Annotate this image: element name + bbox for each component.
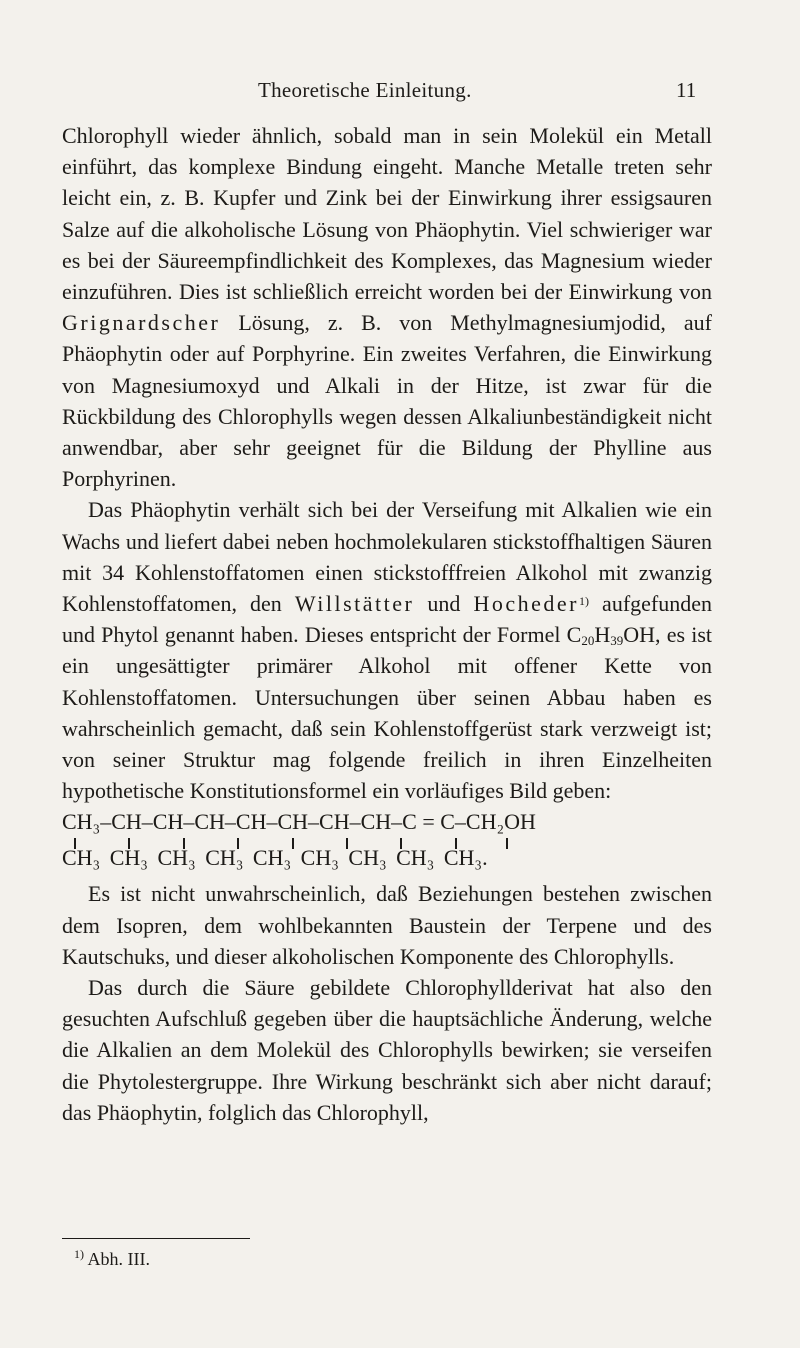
header-title: Theoretische Einleitung. <box>258 78 472 102</box>
paragraph-1-text-b: Lösung, z. B. von Methylmagnesiumjodid, auf Phäophytin oder auf Porphyrine. Ein zweites Verfahren, die Einwirkung von Magnesiumoxyd und Alkali in der Hitze, ist zwar für die Rückbildung des Chlorophylls wegen dessen Alkaliunbeständigkeit nicht anwendbar, aber sehr geeignet für die Bildung der Phylline aus Porphyrinen. <box>62 310 712 492</box>
bond-line <box>506 838 508 849</box>
paragraph-2-and: und <box>414 591 474 617</box>
footnote-divider <box>62 1238 250 1239</box>
paragraph-2-text-c: , es ist ein ungesättigter primärer Alkohol mit offener Kette von Kohlenstoffatomen. Untersuchungen über seinen Abbau haben es wahrscheinlich gemacht, daß sein Kohlenstoffgerüst stark verzweigt ist; von seiner Struktur mag folgende freilich in ihren Einzelheiten hypothetische Konstitutionsformel ein vorläufiges Bild geben: <box>62 622 712 804</box>
main-text <box>62 120 712 1128</box>
formula-main-chain: CH₃–CH–CH–CH–CH–CH–CH–CH–C = C–CH₂OH <box>62 809 536 835</box>
formula-oh: OH <box>623 622 656 648</box>
name-willstaetter: Willstätter <box>294 591 415 617</box>
paragraph-4: Das durch die Säure gebildete Chlorophyllderivat hat also den gesuchten Aufschluß gegeben über die hauptsächliche Änderung, welche die Alkalien an dem Molekül des Chlorophylls bewirken; sie verseifen die Phytolestergruppe. Ihre Wirkung beschränkt sich aber nicht darauf; das Phäophytin, folglich das Chlorophyll, <box>62 975 712 1125</box>
paragraph-2-text-b: aufgefunden und Phytol genannt haben. Dieses entspricht der Formel <box>62 591 712 648</box>
paragraph-1 <box>62 120 712 494</box>
name-hocheder: Hocheder <box>473 591 579 617</box>
footnote-mark: 1) <box>74 1247 84 1261</box>
formula-h: H <box>594 622 611 648</box>
formula-h-sub: 39 <box>610 633 624 649</box>
formula-c-sub: 20 <box>581 633 595 649</box>
paragraph-1-text-a: Chlorophyll wieder ähnlich, sobald man in sein Molekül ein Metall einführt, das komplexe Bindung eingeht. Manche Metalle treten sehr leicht ein, z. B. Kupfer und Zink bei der Einwirkung ihrer essigsauren Salze auf die alkoholische Lösung von Phäophytin. Viel schwieriger war es bei der Säureempfindlichkeit des Komplexes, das Magnesium wieder einzuführen. Dies ist schließlich erreicht worden bei der Einwirkung von <box>62 123 712 305</box>
paragraph-2-text-a: Das Phäophytin verhält sich bei der Verseifung mit Alkalien wie ein Wachs und liefert dabei neben hochmolekularen stickstoffhaltigen Säuren mit 34 Kohlenstoffatomen einen stickstofffreien Alkohol mit zwanzig Kohlenstoffatomen, den <box>62 497 712 617</box>
footnote-text: Abh. III. <box>87 1249 150 1269</box>
footnote <box>74 1249 150 1270</box>
formula-substituents: CH₃ CH₃ CH₃ CH₃ CH₃ CH₃ CH₃ CH₃ CH₃. <box>62 845 488 871</box>
formula-c: C <box>566 622 582 648</box>
paragraph-2 <box>62 494 712 806</box>
name-grignard: Grignardscher <box>62 310 221 336</box>
inline-formula <box>567 622 655 647</box>
page-number: 11 <box>676 78 697 102</box>
footnote-reference: 1) <box>578 594 589 609</box>
running-header <box>0 78 800 108</box>
structural-formula <box>62 806 712 876</box>
paragraph-3: Es ist nicht unwahrscheinlich, daß Beziehungen bestehen zwischen dem Isopren, dem wohlbekannten Baustein der Terpene und des Kautschuks, und dieser alkoholischen Komponente des Chlorophylls. <box>62 881 712 969</box>
